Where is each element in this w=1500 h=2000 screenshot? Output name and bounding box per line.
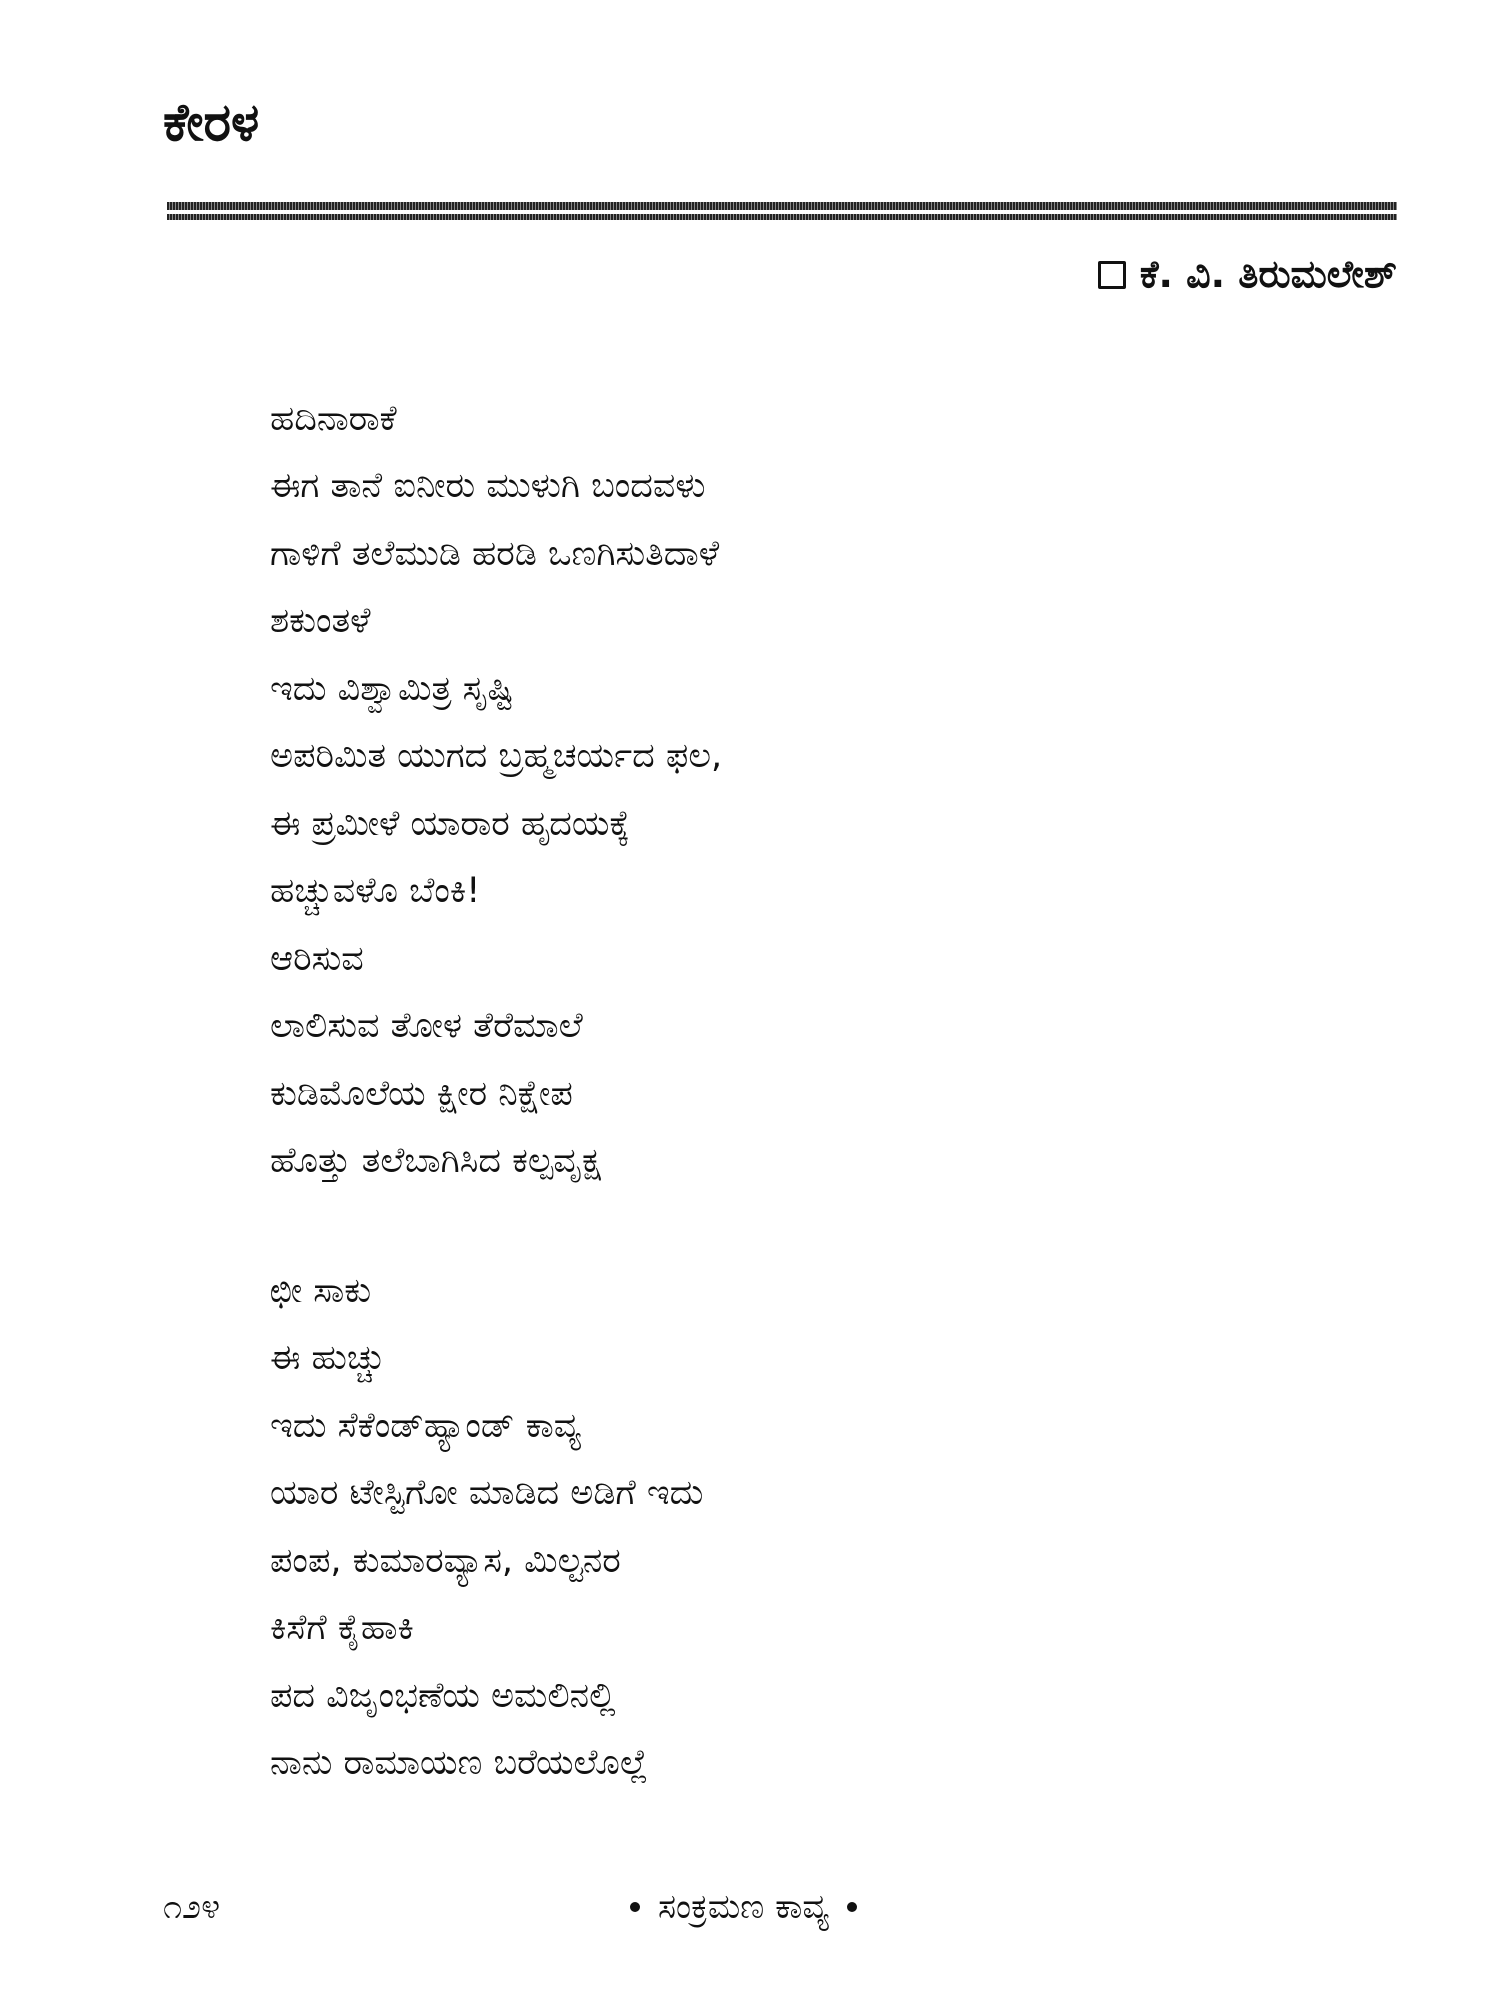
poem-line: ಅಪರಿಮಿತ ಯುಗದ ಬ್ರಹ್ಮಚರ್ಯದ ಫಲ, (270, 736, 723, 776)
poem-line: ಈಗ ತಾನೆ ಐನೀರು ಮುಳುಗಿ ಬಂದವಳು (270, 466, 706, 506)
poem-line: ಗಾಳಿಗೆ ತಲೆಮುಡಿ ಹರಡಿ ಒಣಗಿಸುತಿದಾಳೆ (270, 534, 720, 574)
poem-line: ನಾನು ರಾಮಾಯಣ ಬರೆಯಲೊಲ್ಲೆ (270, 1743, 649, 1783)
poem-line: ಆರಿಸುವ (270, 939, 364, 979)
bullet-dot-icon (847, 1902, 857, 1912)
poem-line: ಹಚ್ಚುವಳೊ ಬೆಂಕಿ! (270, 871, 481, 911)
poem-line: ಕುಡಿಮೊಲೆಯ ಕ್ಷೀರ ನಿಕ್ಷೇಪ (270, 1074, 573, 1114)
book-title: ಸಂಕ್ರಮಣ ಕಾವ್ಯ (658, 1887, 829, 1927)
poem-line: ಪದ ವಿಜೃಂಭಣೆಯ ಅಮಲಿನಲ್ಲಿ (270, 1676, 616, 1716)
header-rule-top (167, 202, 1397, 210)
poem-line: ಲಾಲಿಸುವ ತೋಳ ತೆರೆಮಾಲೆ (270, 1006, 583, 1046)
poem-line: ಹೊತ್ತು ತಲೆಬಾಗಿಸಿದ ಕಲ್ಪವೃಕ್ಷ (270, 1141, 602, 1181)
poem-line: ಯಾರ ಟೇಸ್ಟಿಗೋ ಮಾಡಿದ ಅಡಿಗೆ ಇದು (270, 1473, 704, 1513)
poem-line: ಇದು ಸೆಕೆಂಡ್‌ಹ್ಯಾಂಡ್ ಕಾವ್ಯ (270, 1406, 582, 1446)
poem-line: ಈ ಪ್ರಮೀಳೆ ಯಾರಾರ ಹೃದಯಕ್ಕೆ (270, 804, 630, 844)
poem-line: ಪಂಪ, ಕುಮಾರವ್ಯಾಸ, ಮಿಲ್ಟನರ (270, 1541, 621, 1581)
square-bullet-icon (1098, 261, 1126, 289)
poem-line: ಹದಿನಾರಾಕೆ (270, 399, 397, 439)
poem-line: ಕಿಸೆಗೆ ಕೈಹಾಕಿ (270, 1608, 414, 1648)
poem-line: ಈ ಹುಚ್ಚು (270, 1338, 386, 1378)
page-number: ೧೨೪ (163, 1887, 221, 1927)
running-footer (630, 1887, 857, 1928)
page-title: ಕೇರಳ (163, 93, 260, 153)
poem-line: ಶಕುಂತಳೆ (270, 601, 371, 641)
bullet-dot-icon (630, 1902, 640, 1912)
header-rule-bottom (167, 214, 1397, 220)
author-name: ಕೆ. ವಿ. ತಿರುಮಲೇಶ್ (1139, 252, 1397, 296)
author-line (1098, 252, 1397, 298)
poem-line: ಛೀ ಸಾಕು (270, 1271, 372, 1311)
poem-line: ಇದು ವಿಶ್ವಾಮಿತ್ರ ಸೃಷ್ಟಿ (270, 669, 514, 709)
